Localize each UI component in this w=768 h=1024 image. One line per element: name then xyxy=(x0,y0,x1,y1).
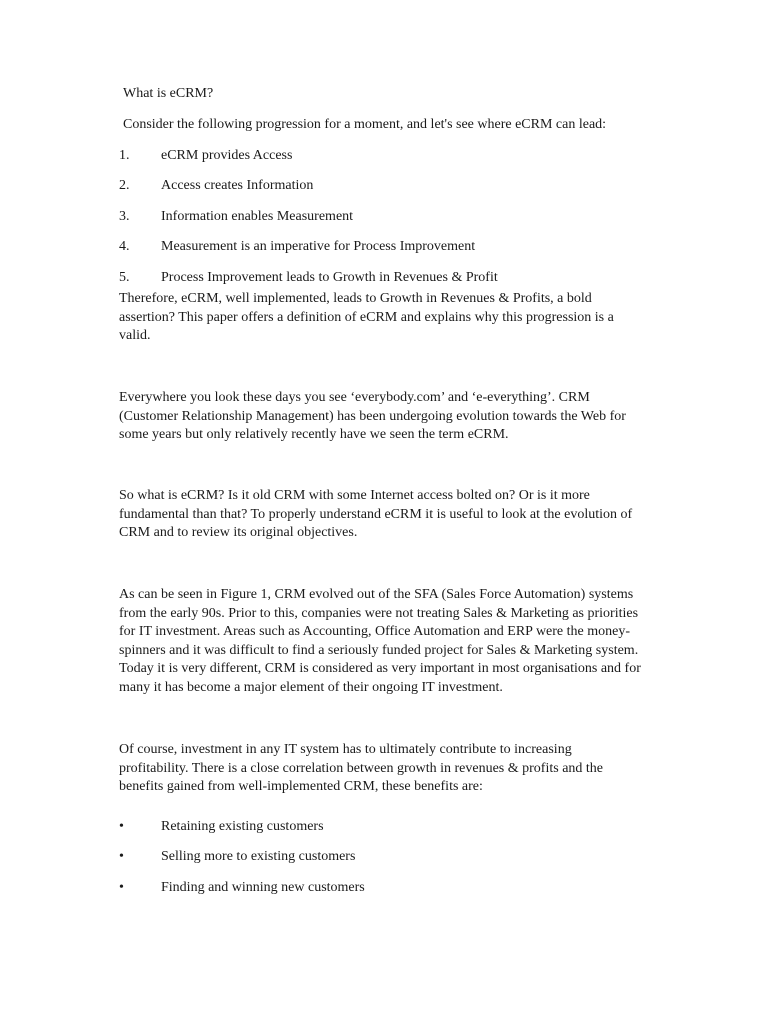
list-item-text: eCRM provides Access xyxy=(161,148,293,163)
list-number: 2. xyxy=(119,178,130,193)
list-number: 1. xyxy=(119,148,130,163)
paragraph-conclusion: Therefore, eCRM, well implemented, leads to Growth in Revenues & Profits, a bold assertion? This paper offers a definition of eCRM and explains why this progression is a valid. xyxy=(119,291,614,344)
list-number: 5. xyxy=(119,270,130,285)
list-number: 3. xyxy=(119,209,130,224)
intro-text: Consider the following progression for a moment, and let's see where eCRM can lead: xyxy=(123,117,607,132)
paragraph-investment: Of course, investment in any IT system has to ultimately contribute to increasing profitability. There is a close correlation between growth in revenues & profits and the benefits gained from well-implemented CRM, these benefits are: xyxy=(119,742,604,795)
list-item-text: Finding and winning new customers xyxy=(161,880,365,895)
page-title: What is eCRM? xyxy=(123,86,214,101)
list-number: 4. xyxy=(119,239,130,254)
list-item-text: Information enables Measurement xyxy=(161,209,354,224)
list-item-text: Retaining existing customers xyxy=(161,819,324,834)
paragraph-what-is-ecrm: So what is eCRM? Is it old CRM with some Internet access bolted on? Or is it more fundamental than that? To properly understand eCRM it is useful to look at the evolution of CRM and to review its original objectives. xyxy=(119,488,633,541)
list-item-text: Measurement is an imperative for Process Improvement xyxy=(161,239,476,254)
list-item-text: Selling more to existing customers xyxy=(161,849,356,864)
list-item-text: Access creates Information xyxy=(161,178,314,193)
bullet: • xyxy=(119,819,124,834)
paragraph-evolution: As can be seen in Figure 1, CRM evolved out of the SFA (Sales Force Automation) systems from the early 90s. Prior to this, companies were not treating Sales & Marketing as priorities for IT investment. Areas such as Accounting, Office Automation and ERP were the money-spinners and it was difficult to find a seriously funded project for Sales & Marketing system. Today it is very different, CRM is considered as very important in most organisations and for many it has become a major element of their ongoing IT investment. xyxy=(119,587,641,695)
bullet: • xyxy=(119,880,124,895)
paragraph-everywhere: Everywhere you look these days you see ‘everybody.com’ and ‘e-everything’. CRM (Customer Relationship Management) has been undergoing evolution towards the Web for some years but only relatively recently have we seen the term eCRM. xyxy=(119,390,626,443)
list-item-text: Process Improvement leads to Growth in Revenues & Profit xyxy=(161,270,498,285)
bullet: • xyxy=(119,849,124,864)
